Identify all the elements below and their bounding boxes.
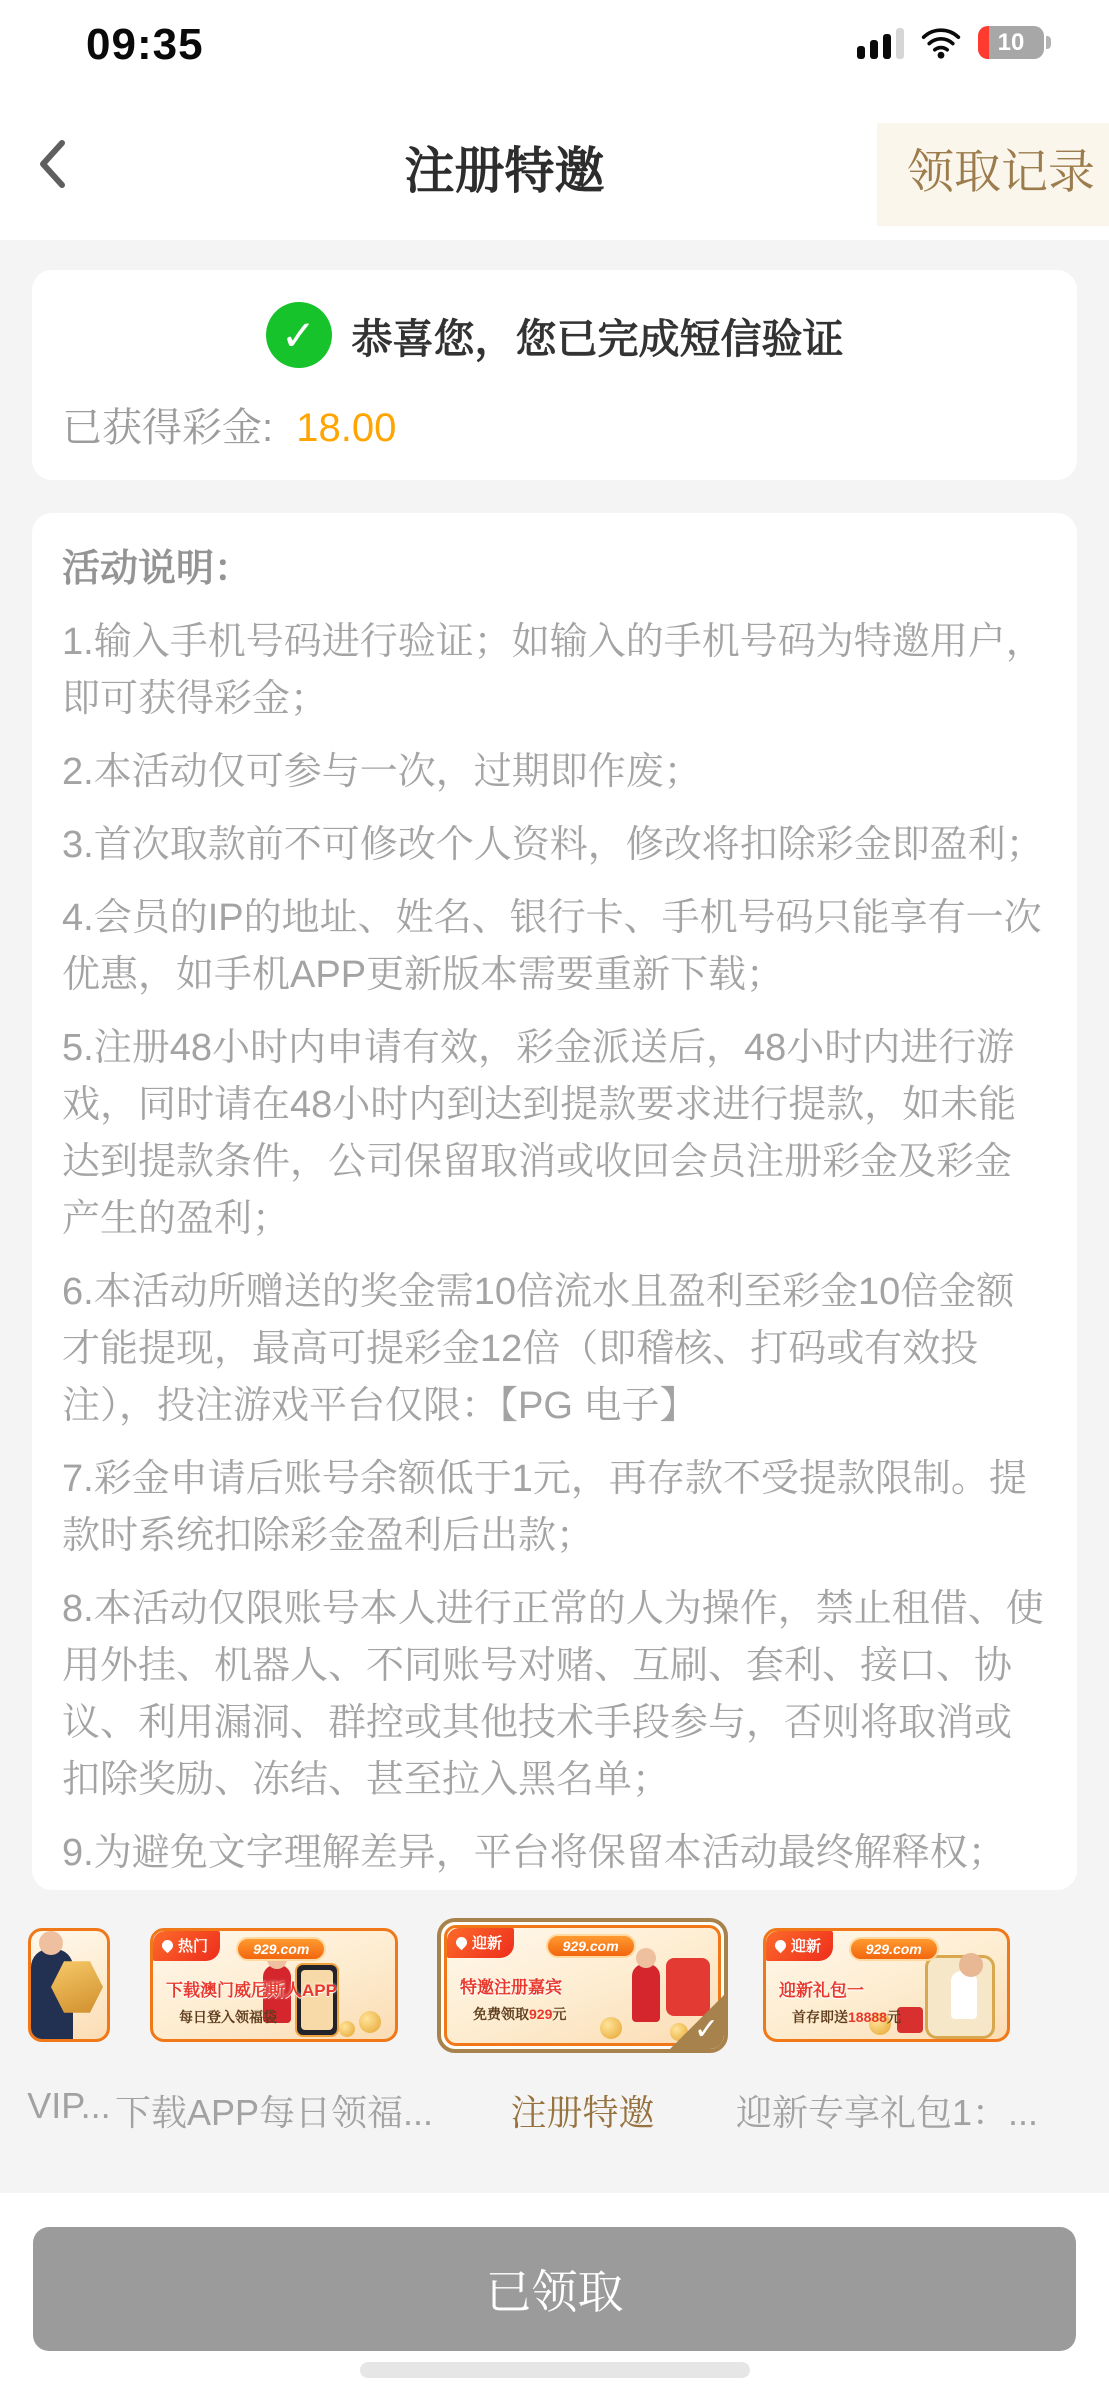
rule-item: 4.会员的IP的地址、姓名、银行卡、手机号码只能享有一次优惠，如手机APP更新版本需要重新下载； (62, 897, 1042, 996)
success-check-icon (266, 302, 332, 368)
bonus-value: 18.00 (296, 406, 397, 450)
promo-card-vip[interactable] (28, 1928, 110, 2042)
promo-subtitle: 每日登入领福袋 (179, 2009, 277, 2025)
rule-item: 3.首次取款前不可修改个人资料，修改将扣除彩金即盈利； (62, 824, 1044, 866)
subtitle-prefix: 免费领取 (473, 2006, 529, 2022)
promo-title: 特邀注册嘉宾 (460, 1978, 562, 1997)
promo-subtitle (792, 2007, 901, 2027)
tag-label: 热门 (178, 1938, 209, 1955)
nav-bar (0, 85, 1109, 240)
footer-bar (0, 2193, 1109, 2400)
result-message: 恭喜您，您已完成短信验证 (351, 315, 844, 362)
claim-history-button[interactable]: 领取记录 (877, 123, 1109, 226)
promo-inner (444, 1925, 721, 2046)
promo-title: 下载澳门威尼斯人APP (166, 1981, 337, 2000)
banner-photo-woman (632, 1964, 660, 2022)
cellular-signal-icon (857, 27, 904, 59)
rules-title: 活动说明： (62, 548, 253, 590)
subtitle-suffix: 元 (886, 2009, 901, 2025)
home-indicator[interactable] (360, 2362, 750, 2378)
page-title: 注册特邀 (404, 143, 605, 199)
rule-item: 5.注册48小时内申请有效，彩金派送后，48小时内进行游戏，同时请在48小时内到达到提款要求进行提款，如未能达到提款条件，公司保留取消或收回会员注册彩金及彩金产生的盈利； (62, 1027, 1017, 1240)
content-area (0, 240, 1109, 2193)
promo-card-welcome-pack[interactable] (763, 1928, 1010, 2042)
flame-icon (160, 1938, 176, 1954)
promo-carousel (0, 1890, 1109, 2193)
chevron-left-icon (35, 138, 69, 190)
wifi-icon (920, 27, 962, 59)
promo-title: 迎新礼包一 (779, 1981, 864, 2000)
promo-label-selected[interactable]: 注册特邀 (510, 2092, 655, 2131)
subtitle-prefix: 首存即送 (792, 2009, 848, 2025)
promo-label[interactable]: 迎新专享礼包1：... (735, 2092, 1039, 2131)
status-time: 09:35 (86, 20, 204, 69)
rule-item: 9.为避免文字理解差异，平台将保留本活动最终解释权； (62, 1832, 1006, 1874)
site-badge: 929.com (546, 1934, 636, 1958)
back-button[interactable] (24, 133, 80, 195)
rule-item: 7.彩金申请后账号余额低于1元，再存款不受提款限制。提款时系统扣除彩金盈利后出款； (62, 1458, 1027, 1557)
promo-card-download-app[interactable] (150, 1928, 398, 2042)
bonus-label: 已获得彩金: (62, 406, 274, 450)
flame-icon (454, 1935, 470, 1951)
rule-item: 8.本活动仅限账号本人进行正常的人为操作，禁止租借、使用外挂、机器人、不同账号对赌、互刷、套利、接口、协议、利用漏洞、群控或其他技术手段参与，否则将取消或扣除奖励、冻结、甚至拉入黑名单； (62, 1588, 1044, 1801)
rule-item: 6.本活动所赠送的奖金需10倍流水且盈利至彩金10倍金额才能提现，最高可提彩金12倍（即稽核、打码或有效投注），投注游戏平台仅限：【PG 电子】 (62, 1271, 1015, 1427)
result-card (32, 270, 1077, 480)
red-envelope-art (666, 1958, 710, 2016)
flame-icon (773, 1938, 789, 1954)
claim-button[interactable]: 已领取 (33, 2227, 1076, 2351)
site-badge: 929.com (236, 1937, 326, 1961)
result-row (32, 302, 1077, 368)
battery-icon (978, 26, 1051, 59)
promo-subtitle (473, 2004, 566, 2024)
subtitle-suffix: 元 (552, 2006, 567, 2022)
gold-coin-art (359, 2011, 381, 2033)
check-glyph: ✓ (280, 311, 317, 359)
selected-check-icon: ✓ (693, 2013, 719, 2046)
rules-card (32, 513, 1077, 1890)
status-bar (0, 0, 1109, 85)
promo-label[interactable]: VIP... (27, 2085, 111, 2126)
new-tag (447, 1928, 514, 1958)
promo-label[interactable]: 下载APP每日领福... (114, 2092, 434, 2131)
gold-coin-art (600, 2017, 622, 2039)
subtitle-amount: 18888 (848, 2009, 887, 2025)
battery-cap (1046, 36, 1051, 49)
bonus-row (62, 396, 396, 453)
rule-item: 1.输入手机号码进行验证；如输入的手机号码为特邀用户，即可获得彩金； (62, 621, 1044, 720)
hot-tag (153, 1931, 220, 1961)
gold-coin-art (339, 2021, 355, 2037)
battery-percent: 10 (997, 29, 1025, 56)
status-icons (857, 26, 1051, 59)
subtitle-amount: 929 (529, 2006, 553, 2022)
new-tag (766, 1931, 833, 1961)
banner-photo-woman (951, 1971, 977, 2019)
promo-card-register-invite[interactable] (437, 1918, 728, 2053)
tag-label: 迎新 (791, 1938, 822, 1955)
site-badge: 929.com (849, 1937, 939, 1961)
tag-label: 迎新 (472, 1935, 503, 1952)
rule-item: 2.本活动仅可参与一次，过期即作废； (62, 751, 702, 793)
